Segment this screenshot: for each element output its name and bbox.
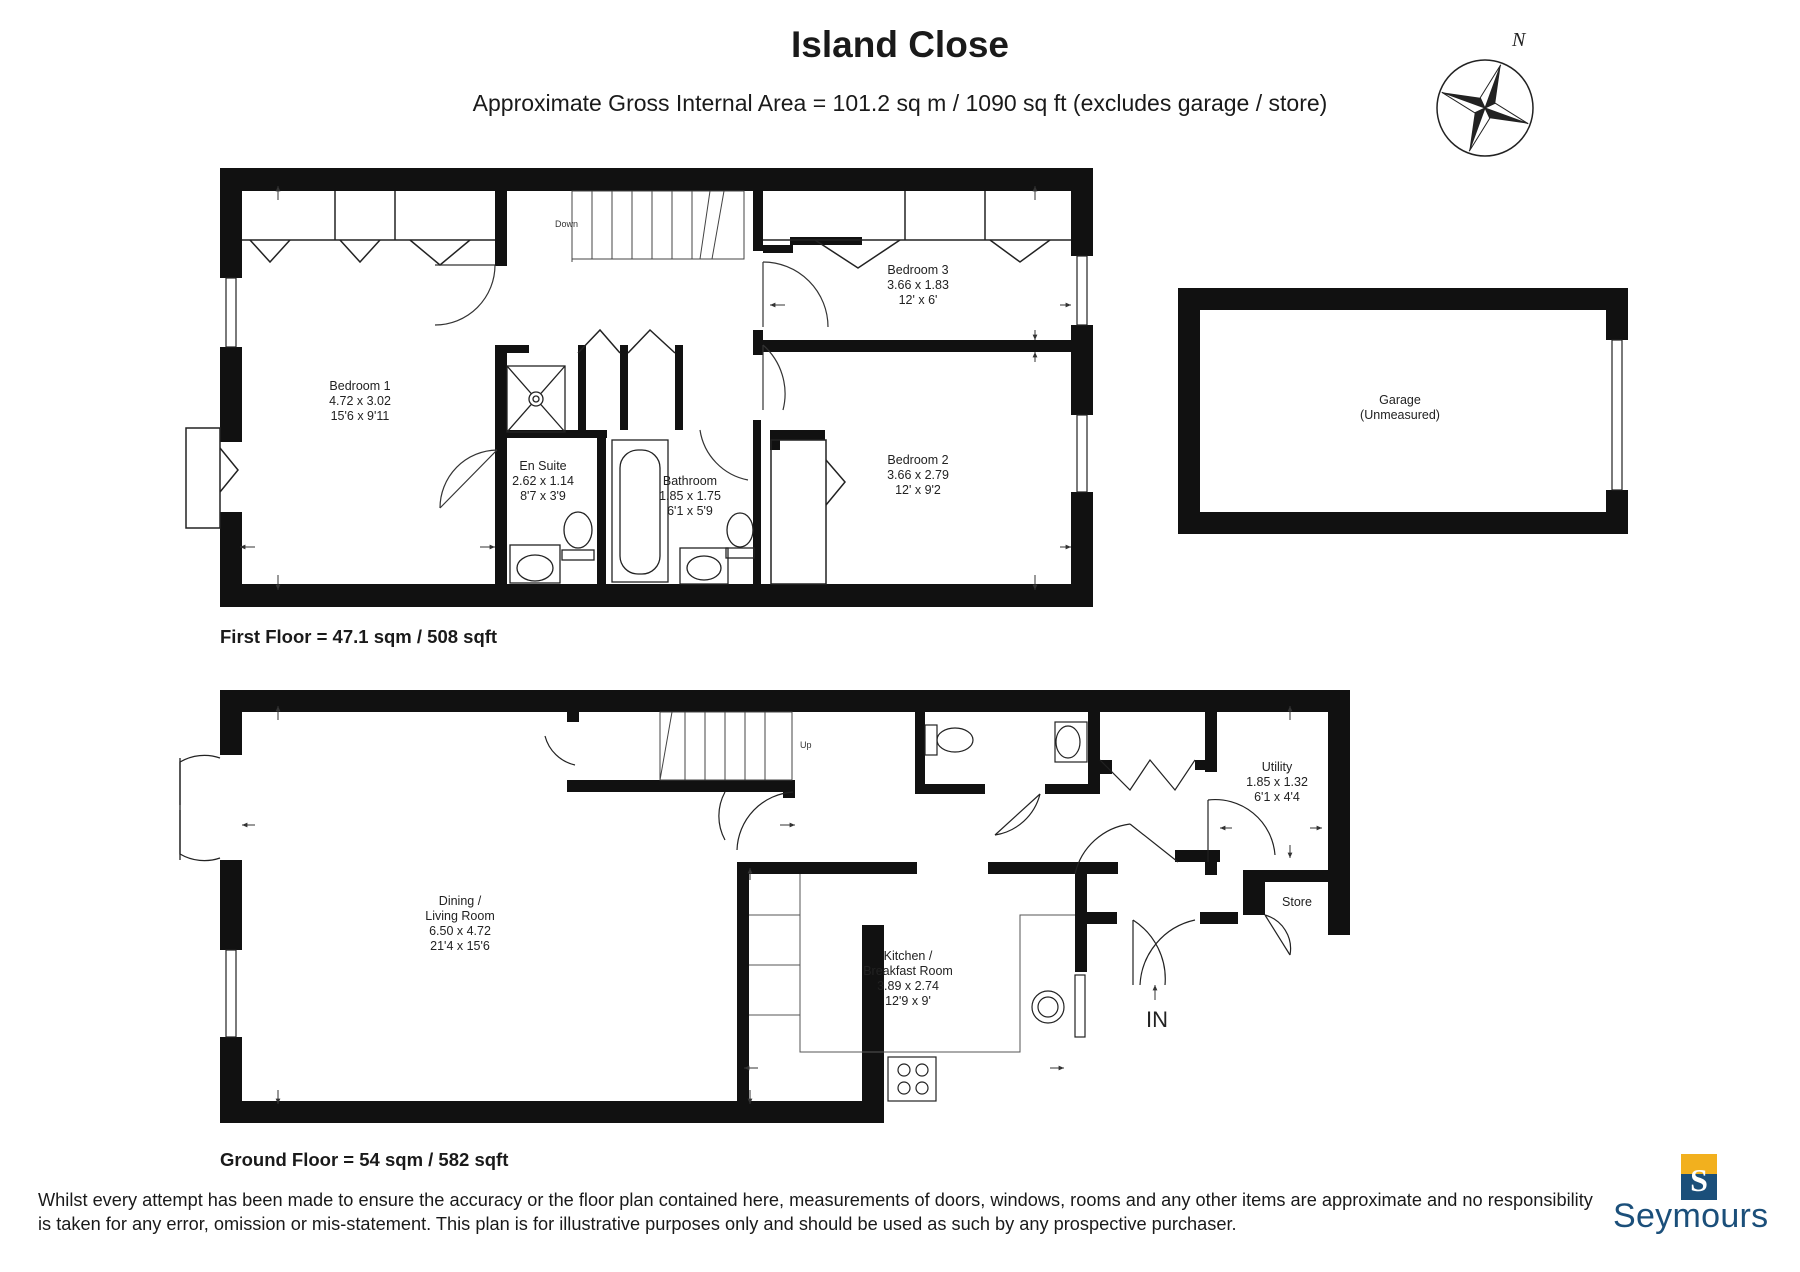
svg-text:Store: Store (1282, 895, 1312, 909)
compass-north-label: N (1512, 29, 1526, 51)
bath-icon (612, 440, 668, 582)
svg-text:21'4 x 15'6: 21'4 x 15'6 (430, 939, 490, 953)
svg-text:1.85 x 1.75: 1.85 x 1.75 (659, 489, 721, 503)
room-bathroom (659, 474, 721, 518)
toilet-icon (726, 513, 754, 558)
svg-text:8'7 x 3'9: 8'7 x 3'9 (520, 489, 566, 503)
entrance-label: IN (1146, 1007, 1168, 1032)
stairs-up-label: Up (800, 740, 812, 750)
basin-icon (680, 548, 728, 584)
basin-icon (1055, 722, 1087, 762)
svg-text:2.62 x 1.14: 2.62 x 1.14 (512, 474, 574, 488)
svg-text:Kitchen /: Kitchen / (883, 949, 933, 963)
sink-icon (1032, 991, 1064, 1023)
svg-text:Bedroom 2: Bedroom 2 (887, 453, 949, 467)
svg-text:Breakfast Room: Breakfast Room (863, 964, 953, 978)
svg-text:Utility: Utility (1261, 760, 1293, 774)
svg-text:Dining /: Dining / (438, 894, 482, 908)
stairs-down-label: Down (555, 219, 579, 229)
ground-floor-caption: Ground Floor = 54 sqm / 582 sqft (220, 1149, 509, 1170)
svg-text:Garage: Garage (1379, 393, 1421, 407)
svg-text:3.89 x 2.74: 3.89 x 2.74 (877, 979, 939, 993)
svg-text:(Unmeasured): (Unmeasured) (1360, 408, 1440, 422)
svg-text:12' x 9'2: 12' x 9'2 (895, 483, 941, 497)
shower-icon (507, 366, 565, 432)
svg-text:Bathroom: Bathroom (662, 474, 718, 488)
first-floor-plan (186, 168, 1093, 607)
logo-letter: S (1690, 1162, 1708, 1198)
seymours-logo (1681, 1154, 1717, 1200)
basin-icon (510, 545, 560, 583)
svg-text:4.72 x 3.02: 4.72 x 3.02 (329, 394, 391, 408)
logo-wordmark: Seymours (1613, 1197, 1769, 1235)
svg-text:En Suite: En Suite (519, 459, 567, 473)
room-garage (1360, 393, 1440, 422)
room-bedroom-1 (329, 379, 391, 423)
svg-text:3.66 x 2.79: 3.66 x 2.79 (887, 468, 949, 482)
svg-text:Bedroom 1: Bedroom 1 (329, 379, 391, 393)
room-bedroom-3 (887, 263, 949, 307)
first-floor-caption: First Floor = 47.1 sqm / 508 sqft (220, 626, 498, 647)
page-title: Island Close (791, 24, 1009, 65)
room-store (1282, 895, 1312, 909)
compass-icon (1426, 29, 1544, 167)
ground-floor-plan (180, 690, 1350, 1123)
hob-icon (888, 1057, 936, 1101)
svg-text:3.66 x 1.83: 3.66 x 1.83 (887, 278, 949, 292)
toilet-icon (562, 512, 594, 560)
gross-area-subtitle: Approximate Gross Internal Area = 101.2 sq m / 1090 sq ft (excludes garage / store) (472, 90, 1328, 116)
svg-text:15'6 x 9'11: 15'6 x 9'11 (330, 409, 390, 423)
svg-text:12'9 x 9': 12'9 x 9' (885, 994, 931, 1008)
room-bedroom-2 (887, 453, 949, 497)
disclaimer-text: Whilst every attempt has been made to ensure the accuracy or the floor plan contained here, measurements of doors, windows, rooms and any other items are approximate and no responsibility is taken for any error, omission or mis-statement. This plan is for illustrative purposes only and should be used as such by any prospective purchaser. (38, 1190, 1593, 1234)
room-utility (1246, 760, 1308, 804)
svg-text:6'1 x 4'4: 6'1 x 4'4 (1254, 790, 1300, 804)
garage-plan (1178, 288, 1628, 534)
toilet-icon (925, 725, 973, 755)
svg-text:1.85 x 1.32: 1.85 x 1.32 (1246, 775, 1308, 789)
room-en-suite (512, 459, 574, 503)
svg-text:12' x 6': 12' x 6' (898, 293, 938, 307)
room-dining-living (425, 894, 494, 953)
svg-text:6.50 x 4.72: 6.50 x 4.72 (429, 924, 491, 938)
svg-text:Living Room: Living Room (425, 909, 495, 923)
svg-text:6'1 x 5'9: 6'1 x 5'9 (667, 504, 713, 518)
svg-text:Bedroom 3: Bedroom 3 (887, 263, 949, 277)
